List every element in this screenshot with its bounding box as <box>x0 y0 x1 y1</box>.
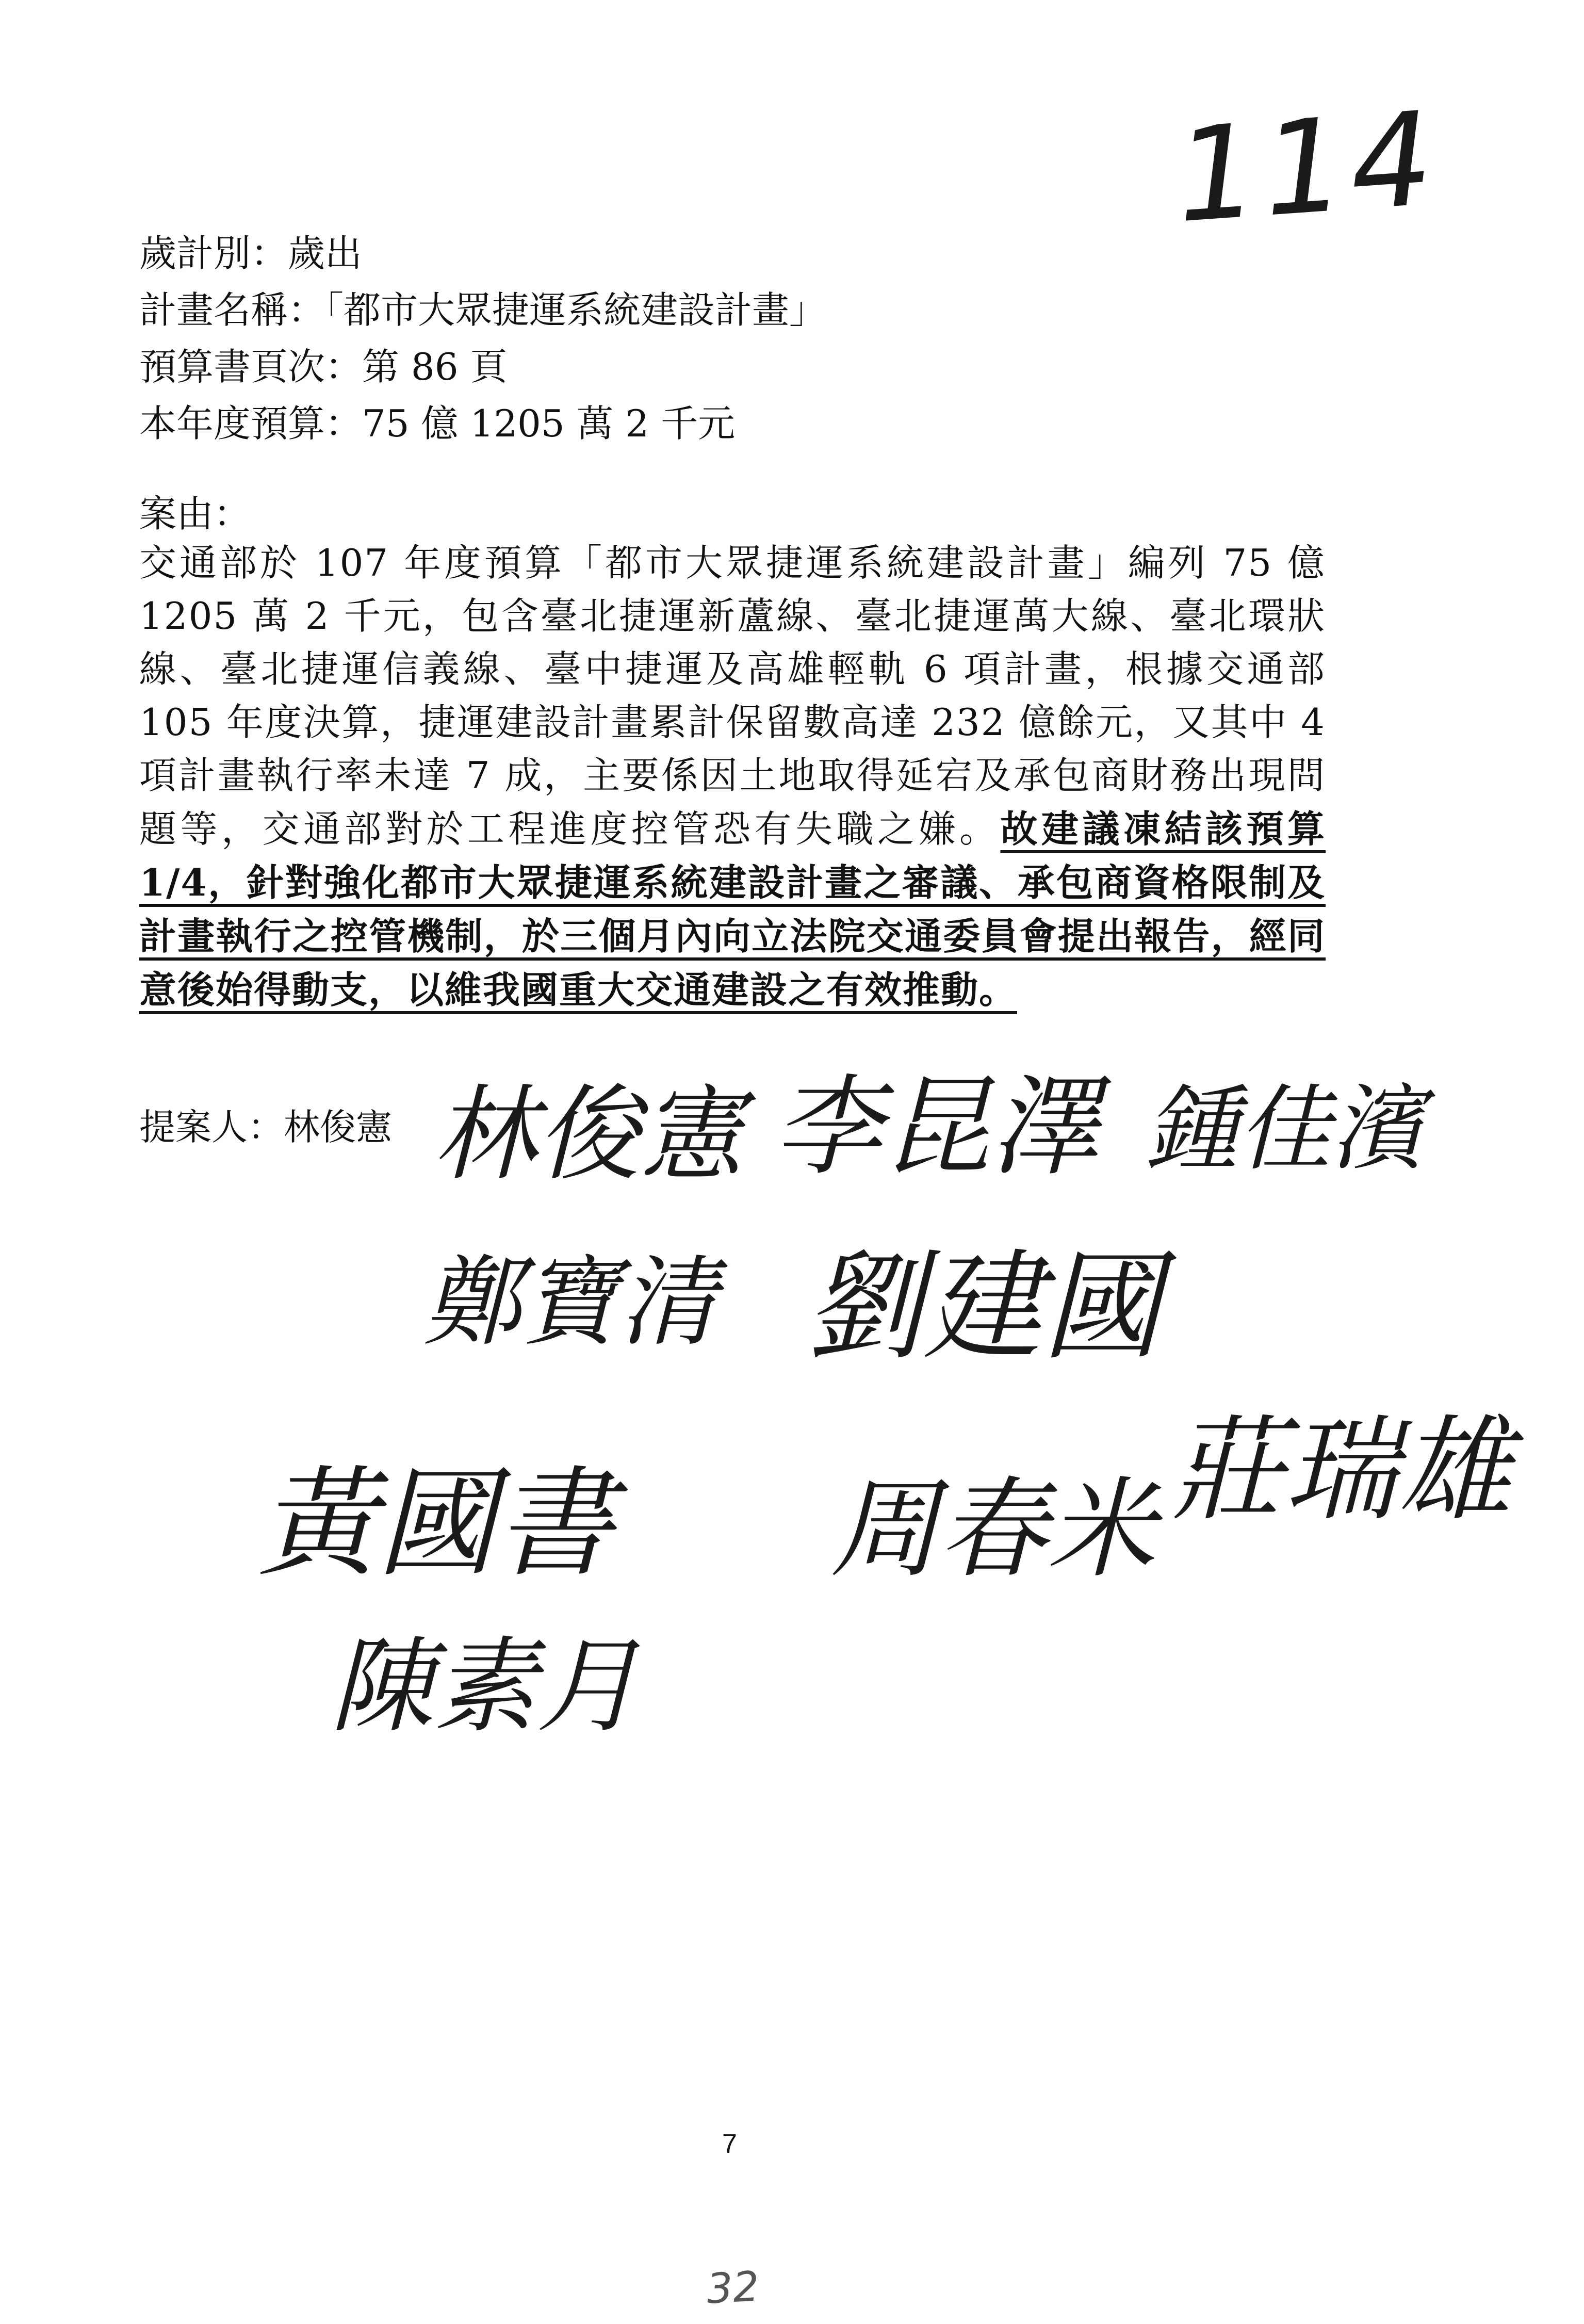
signature: 周春米 <box>830 1466 1156 1592</box>
handwritten-folio-number: 114 <box>1171 83 1443 252</box>
handwritten-stamp-number: 32 <box>705 2262 761 2313</box>
signature: 鄭寶清 <box>423 1245 717 1359</box>
plan-name-line: 計畫名稱：「都市大眾捷運系統建設計畫」 <box>139 288 827 332</box>
signature: 莊瑞雄 <box>1171 1404 1512 1536</box>
reason-text: 交通部於 107 年度預算「都市大眾捷運系統建設計畫」編列 75 億 1205 萬 2 千元，包含臺北捷運新蘆線、臺北捷運萬大線、臺北環狀線、臺北捷運信義線、臺中捷運及高雄輕軌 6 項計畫，根據交通部 105 年度決算，捷運建設計畫累計保留數高達 232 億餘元，又其中 4 項計畫執行率未達 7 成，主要係因土地取得延宕及承包商財務出現問題等，交通部對於工程進度控管恐有失職之嫌。 <box>139 541 1326 851</box>
proposer-line: 提案人：林俊憲 <box>139 1106 392 1148</box>
reason-paragraph <box>139 537 1326 1017</box>
signature: 李昆澤 <box>774 1064 1099 1190</box>
item-type-line: 歲計別：歲出 <box>139 232 363 275</box>
reason-label: 案由： <box>139 492 251 535</box>
signature: 黃國書 <box>258 1455 614 1593</box>
page-number: 7 <box>722 2129 737 2159</box>
signature: 鍾佳濱 <box>1145 1076 1424 1183</box>
resolution-text: 故建議凍結該預算 1/4，針對強化都市大眾捷運系統建設計畫之審議、承包商資格限制及計畫執行之控管機制，於三個月內向立法院交通委員會提出報告，經同意後始得動支，以維我國重大交通建設之有效推動。 <box>139 807 1326 1012</box>
signature: 陳素月 <box>330 1627 640 1747</box>
signature: 劉建國 <box>805 1239 1161 1376</box>
annual-budget-line: 本年度預算：75 億 1205 萬 2 千元 <box>139 402 736 445</box>
signature: 林俊憲 <box>433 1075 743 1195</box>
budget-page-line: 預算書頁次：第 86 頁 <box>139 345 508 388</box>
